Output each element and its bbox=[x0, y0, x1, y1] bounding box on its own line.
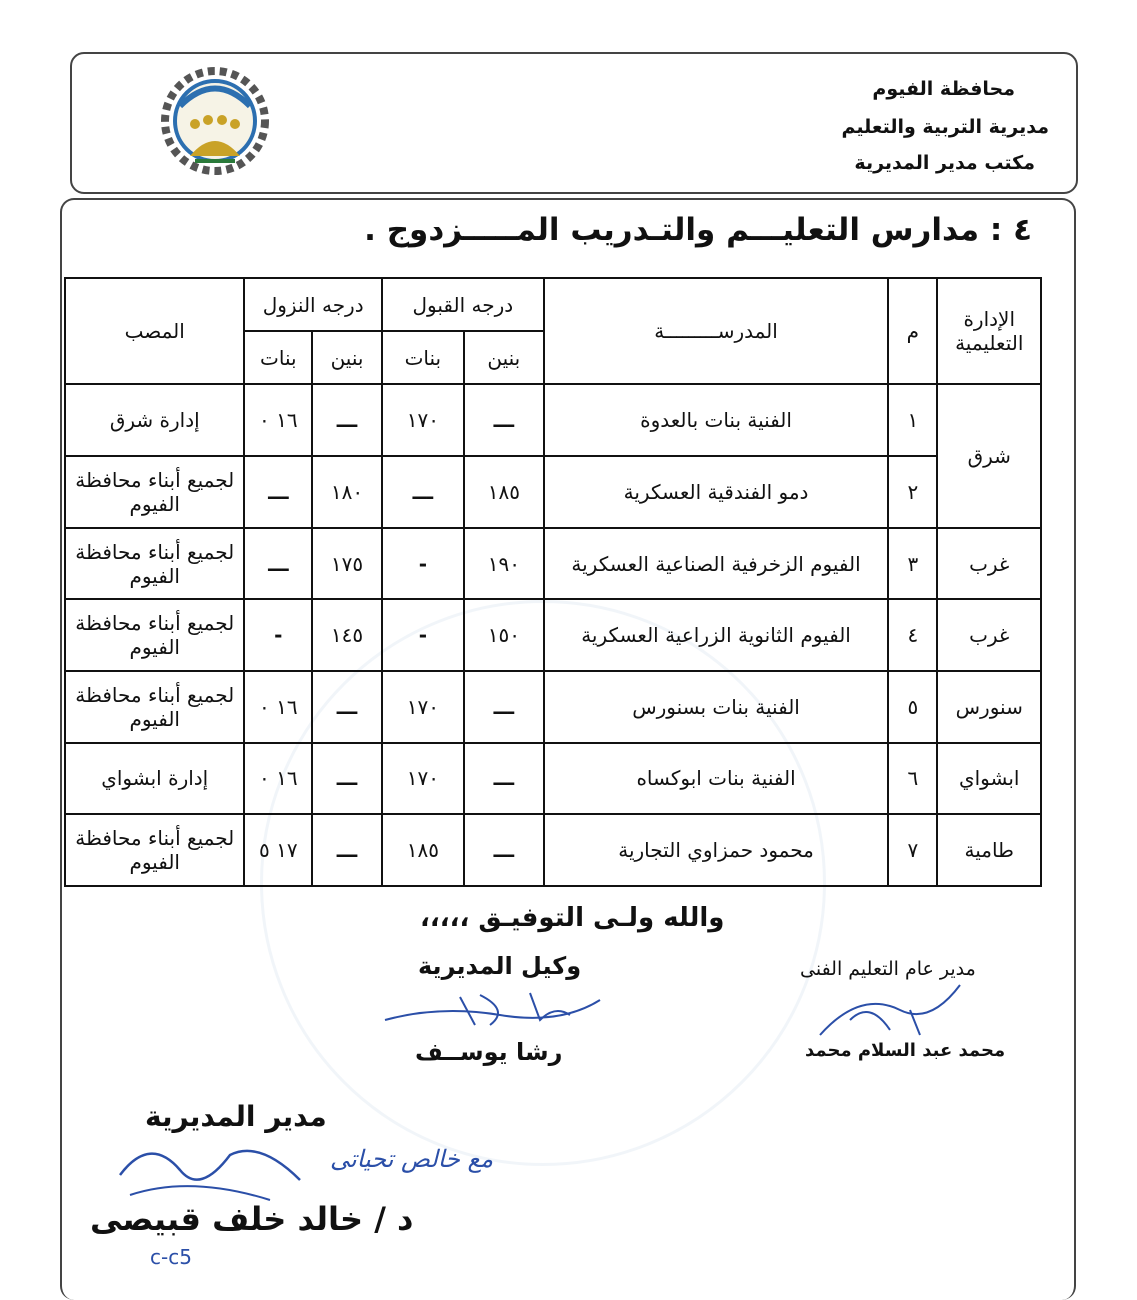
table-row bbox=[65, 384, 1041, 456]
cell-acc-girls: - bbox=[382, 599, 464, 671]
cell-acc-boys: ـــ bbox=[464, 384, 544, 456]
header-low-girls: بنات bbox=[244, 331, 312, 384]
cell-admin: ابشواي bbox=[937, 743, 1041, 815]
deputy-name: رشا يوســف bbox=[415, 1038, 563, 1066]
cell-acc-girls: ١٨٥ bbox=[382, 814, 464, 886]
cell-num: ١ bbox=[888, 384, 937, 456]
directorate-logo bbox=[160, 66, 270, 176]
cell-admin: غرب bbox=[937, 528, 1041, 600]
cell-low-girls: ـــ bbox=[244, 528, 312, 600]
header-acc-boys: بنين bbox=[464, 331, 544, 384]
cell-num: ٢ bbox=[888, 456, 937, 528]
closing-line: والله ولـى التوفيـق ،،،،، bbox=[420, 903, 725, 933]
cell-destination: لجميع أبناء محافظة الفيوم bbox=[65, 599, 244, 671]
header-lowering: درجه النزول bbox=[244, 278, 381, 331]
cell-destination: لجميع أبناء محافظة الفيوم bbox=[65, 671, 244, 743]
header-acceptance: درجه القبول bbox=[382, 278, 544, 331]
cell-low-girls: ١٦ ٠ bbox=[244, 743, 312, 815]
header-num: م bbox=[888, 278, 937, 384]
cell-num: ٣ bbox=[888, 528, 937, 600]
cell-low-boys: ـــ bbox=[312, 743, 382, 815]
cell-acc-boys: ١٩٠ bbox=[464, 528, 544, 600]
cell-low-boys: ١٨٠ bbox=[312, 456, 382, 528]
cell-acc-girls: ١٧٠ bbox=[382, 671, 464, 743]
header-admin: الإدارة التعليمية bbox=[937, 278, 1041, 384]
handwritten-note: مع خالص تحياتى bbox=[330, 1145, 494, 1173]
cell-low-boys: ١٧٥ bbox=[312, 528, 382, 600]
section-title: ٤ : مدارس التعليـــم والتـدريب المـــــزدوج . bbox=[364, 212, 1032, 248]
cell-admin: سنورس bbox=[937, 671, 1041, 743]
cell-num: ٥ bbox=[888, 671, 937, 743]
table-row bbox=[65, 671, 1041, 743]
table-row bbox=[65, 456, 1041, 528]
cell-acc-boys: ـــ bbox=[464, 814, 544, 886]
director-name: د / خالد خلف قبيصى bbox=[90, 1200, 414, 1238]
cell-school: الفنية بنات بسنورس bbox=[544, 671, 888, 743]
cell-acc-girls: ١٧٠ bbox=[382, 743, 464, 815]
cell-school: الفيوم الثانوية الزراعية العسكرية bbox=[544, 599, 888, 671]
header-acc-girls: بنات bbox=[382, 331, 464, 384]
tech-director-signature bbox=[810, 980, 980, 1045]
director-title: مدير المديرية bbox=[145, 1100, 327, 1133]
cell-admin: شرق bbox=[937, 384, 1041, 527]
governorate-label: محافظة الفيوم bbox=[872, 78, 1015, 100]
header-destination: المصب bbox=[65, 278, 244, 384]
cell-low-boys: ١٤٥ bbox=[312, 599, 382, 671]
director-signature bbox=[110, 1135, 310, 1215]
cell-destination: إدارة ابشواي bbox=[65, 743, 244, 815]
deputy-title: وكيل المديرية bbox=[418, 952, 582, 980]
cell-acc-boys: ـــ bbox=[464, 671, 544, 743]
cell-acc-girls: ١٧٠ bbox=[382, 384, 464, 456]
table-row bbox=[65, 814, 1041, 886]
table-row bbox=[65, 743, 1041, 815]
cell-school: الفنية بنات بالعدوة bbox=[544, 384, 888, 456]
cell-acc-girls: - bbox=[382, 528, 464, 600]
cell-acc-boys: ١٥٠ bbox=[464, 599, 544, 671]
cell-destination: لجميع أبناء محافظة الفيوم bbox=[65, 456, 244, 528]
header-school: المدرســـــــــة bbox=[544, 278, 888, 384]
cell-admin: طامية bbox=[937, 814, 1041, 886]
cell-low-boys: ـــ bbox=[312, 384, 382, 456]
cell-low-girls: ١٦ ٠ bbox=[244, 671, 312, 743]
cell-low-girls: ١٧ ٥ bbox=[244, 814, 312, 886]
tech-director-name: محمد عبد السلام محمد bbox=[805, 1040, 1006, 1061]
cell-acc-boys: ١٨٥ bbox=[464, 456, 544, 528]
cell-destination: إدارة شرق bbox=[65, 384, 244, 456]
cell-low-boys: ـــ bbox=[312, 814, 382, 886]
tech-director-title: مدير عام التعليم الفنى bbox=[800, 958, 976, 980]
schools-table bbox=[64, 277, 1042, 887]
cell-low-boys: ـــ bbox=[312, 671, 382, 743]
cell-low-girls: - bbox=[244, 599, 312, 671]
cell-destination: لجميع أبناء محافظة الفيوم bbox=[65, 814, 244, 886]
office-label: مكتب مدير المديرية bbox=[854, 152, 1035, 174]
cell-school: دمو الفندقية العسكرية bbox=[544, 456, 888, 528]
cell-admin: غرب bbox=[937, 599, 1041, 671]
cell-num: ٤ bbox=[888, 599, 937, 671]
directorate-label: مديرية التربية والتعليم bbox=[841, 116, 1049, 138]
cell-school: محمود حمزاوي التجارية bbox=[544, 814, 888, 886]
cell-low-girls: ـــ bbox=[244, 456, 312, 528]
deputy-signature bbox=[380, 985, 610, 1040]
cell-num: ٧ bbox=[888, 814, 937, 886]
cell-school: الفيوم الزخرفية الصناعية العسكرية bbox=[544, 528, 888, 600]
cell-destination: لجميع أبناء محافظة الفيوم bbox=[65, 528, 244, 600]
table-row bbox=[65, 528, 1041, 600]
header-low-boys: بنين bbox=[312, 331, 382, 384]
cell-school: الفنية بنات ابوكساه bbox=[544, 743, 888, 815]
cell-acc-girls: ـــ bbox=[382, 456, 464, 528]
cell-low-girls: ١٦ ٠ bbox=[244, 384, 312, 456]
cell-num: ٦ bbox=[888, 743, 937, 815]
handwritten-code: c-c5 bbox=[150, 1245, 192, 1269]
table-row bbox=[65, 599, 1041, 671]
cell-acc-boys: ـــ bbox=[464, 743, 544, 815]
